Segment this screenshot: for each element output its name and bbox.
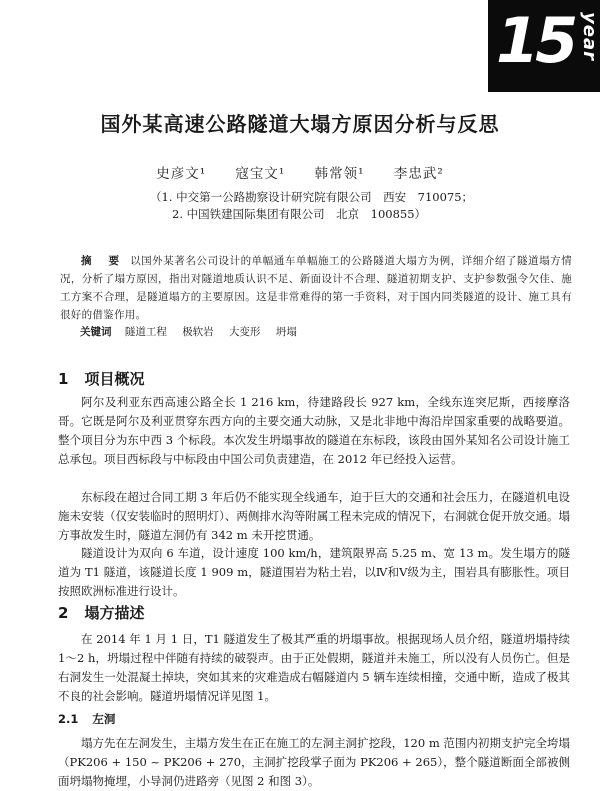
paragraph: 隧道设计为双向 6 车道，设计速度 100 km/h，建筑限界高 5.25 m、宽 13 m。发生塌方的隧道为 T1 隧道，该隧道长度 1 909 m，隧道围岩为粘土岩，以Ⅳ和Ⅴ级为主，围岩具有膨胀性。项目按照欧洲标准进行设计。	[58, 546, 570, 598]
keyword: 坍塌	[275, 326, 297, 338]
section-number: 1	[58, 370, 69, 388]
subsection-number: 2.1	[58, 712, 79, 726]
page-side-text: year	[579, 12, 600, 61]
author: 史彦文¹	[156, 166, 207, 182]
abstract	[60, 252, 572, 324]
author: 韩常领¹	[314, 166, 365, 182]
subsection-title: 左洞	[92, 712, 116, 726]
section-number: 2	[58, 604, 69, 622]
abstract-label: 摘 要	[81, 255, 123, 267]
paragraph: 在 2014 年 1 月 1 日，T1 隧道发生了极其严重的坍塌事故。根据现场人员介绍，隧道坍塌持续 1～2 h，坍塌过程中伴随有持续的破裂声。由于正处假期，隧道并未施工，所以没有人员伤亡。但是右洞发生一处混凝土掉块，突如其来的灾难造成右幅隧道内 5 辆车连续相撞，交通中断，造成了极其不良的社会影响。隧道坍塌情况详见图 1。	[58, 632, 570, 703]
subsection-heading	[58, 711, 115, 727]
page-number-badge	[488, 0, 600, 92]
paragraph: 阿尔及利亚东西高速公路全长 1 216 km，待建路段长 927 km，全线东连突尼斯，西接摩洛哥。它既是阿尔及利亚贯穿东西方向的主要交通大动脉，又是北非地中海沿岸国家重要的战略要道。整个项目分为东中西 3 个标段。本次发生坍塌事故的隧道在东标段，该段由国外某知名公司设计施工总承包。项目西标段与中标段由中国公司负责建造，在 2012 年已经投入运营。	[58, 395, 570, 466]
author-list	[0, 162, 600, 182]
section-title: 塌方描述	[84, 604, 145, 622]
affiliation: 2. 中国铁建国际集团有限公司 北京 100855）	[172, 207, 427, 221]
author: 李忠武²	[393, 166, 444, 182]
paper-title: 国外某高速公路隧道大塌方原因分析与反思	[100, 112, 500, 136]
keyword: 极软岩	[182, 326, 214, 338]
affiliation: （1. 中交第一公路勘察设计研究院有限公司 西安 710075；	[150, 190, 474, 204]
abstract-text: 以国外某著名公司设计的单幅通车单幅施工的公路隧道大塌方为例，详细介绍了隧道塌方情况，分析了塌方原因，指出对隧道地质认识不足、新面设计不合理、隧道初期支护、支护参数强令欠佳、施工方案不合理，是隧道塌方的主要原因。这是非常难得的第一手资料，对于国内同类隧道的设计、施工具有很好的借鉴作用。	[60, 255, 573, 321]
keyword: 大变形	[229, 326, 261, 338]
paragraph: 塌方先在左洞发生，主塌方发生在正在施工的左洞主洞扩挖段，120 m 范围内初期支护完全垮塌（PK206 + 150 ~ PK206 + 270，主洞扩挖段掌子面为 PK206 + 265），整个隧道断面全部被侧面坍塌物掩埋，小导洞仍进路旁（见图 2 和图 3）。	[58, 736, 570, 788]
author: 寇宝文¹	[235, 166, 286, 182]
keywords-label: 关键词	[80, 326, 112, 338]
page-number: 15	[496, 4, 575, 77]
paragraph: 东标段在超过合同工期 3 年后仍不能实现全线通车，迫于巨大的交通和社会压力，在隧道机电设施未安装（仅安装临时的照明灯）、两侧排水沟等附属工程未完成的情况下，右洞就仓促开放交通。塌方事故发生时，隧道左洞仍有 342 m 未开挖贯通。	[58, 490, 570, 542]
keywords	[80, 324, 309, 339]
section-title: 项目概况	[84, 370, 145, 388]
section-heading	[58, 602, 144, 623]
section-heading	[58, 368, 144, 389]
keyword: 隧道工程	[124, 326, 167, 338]
